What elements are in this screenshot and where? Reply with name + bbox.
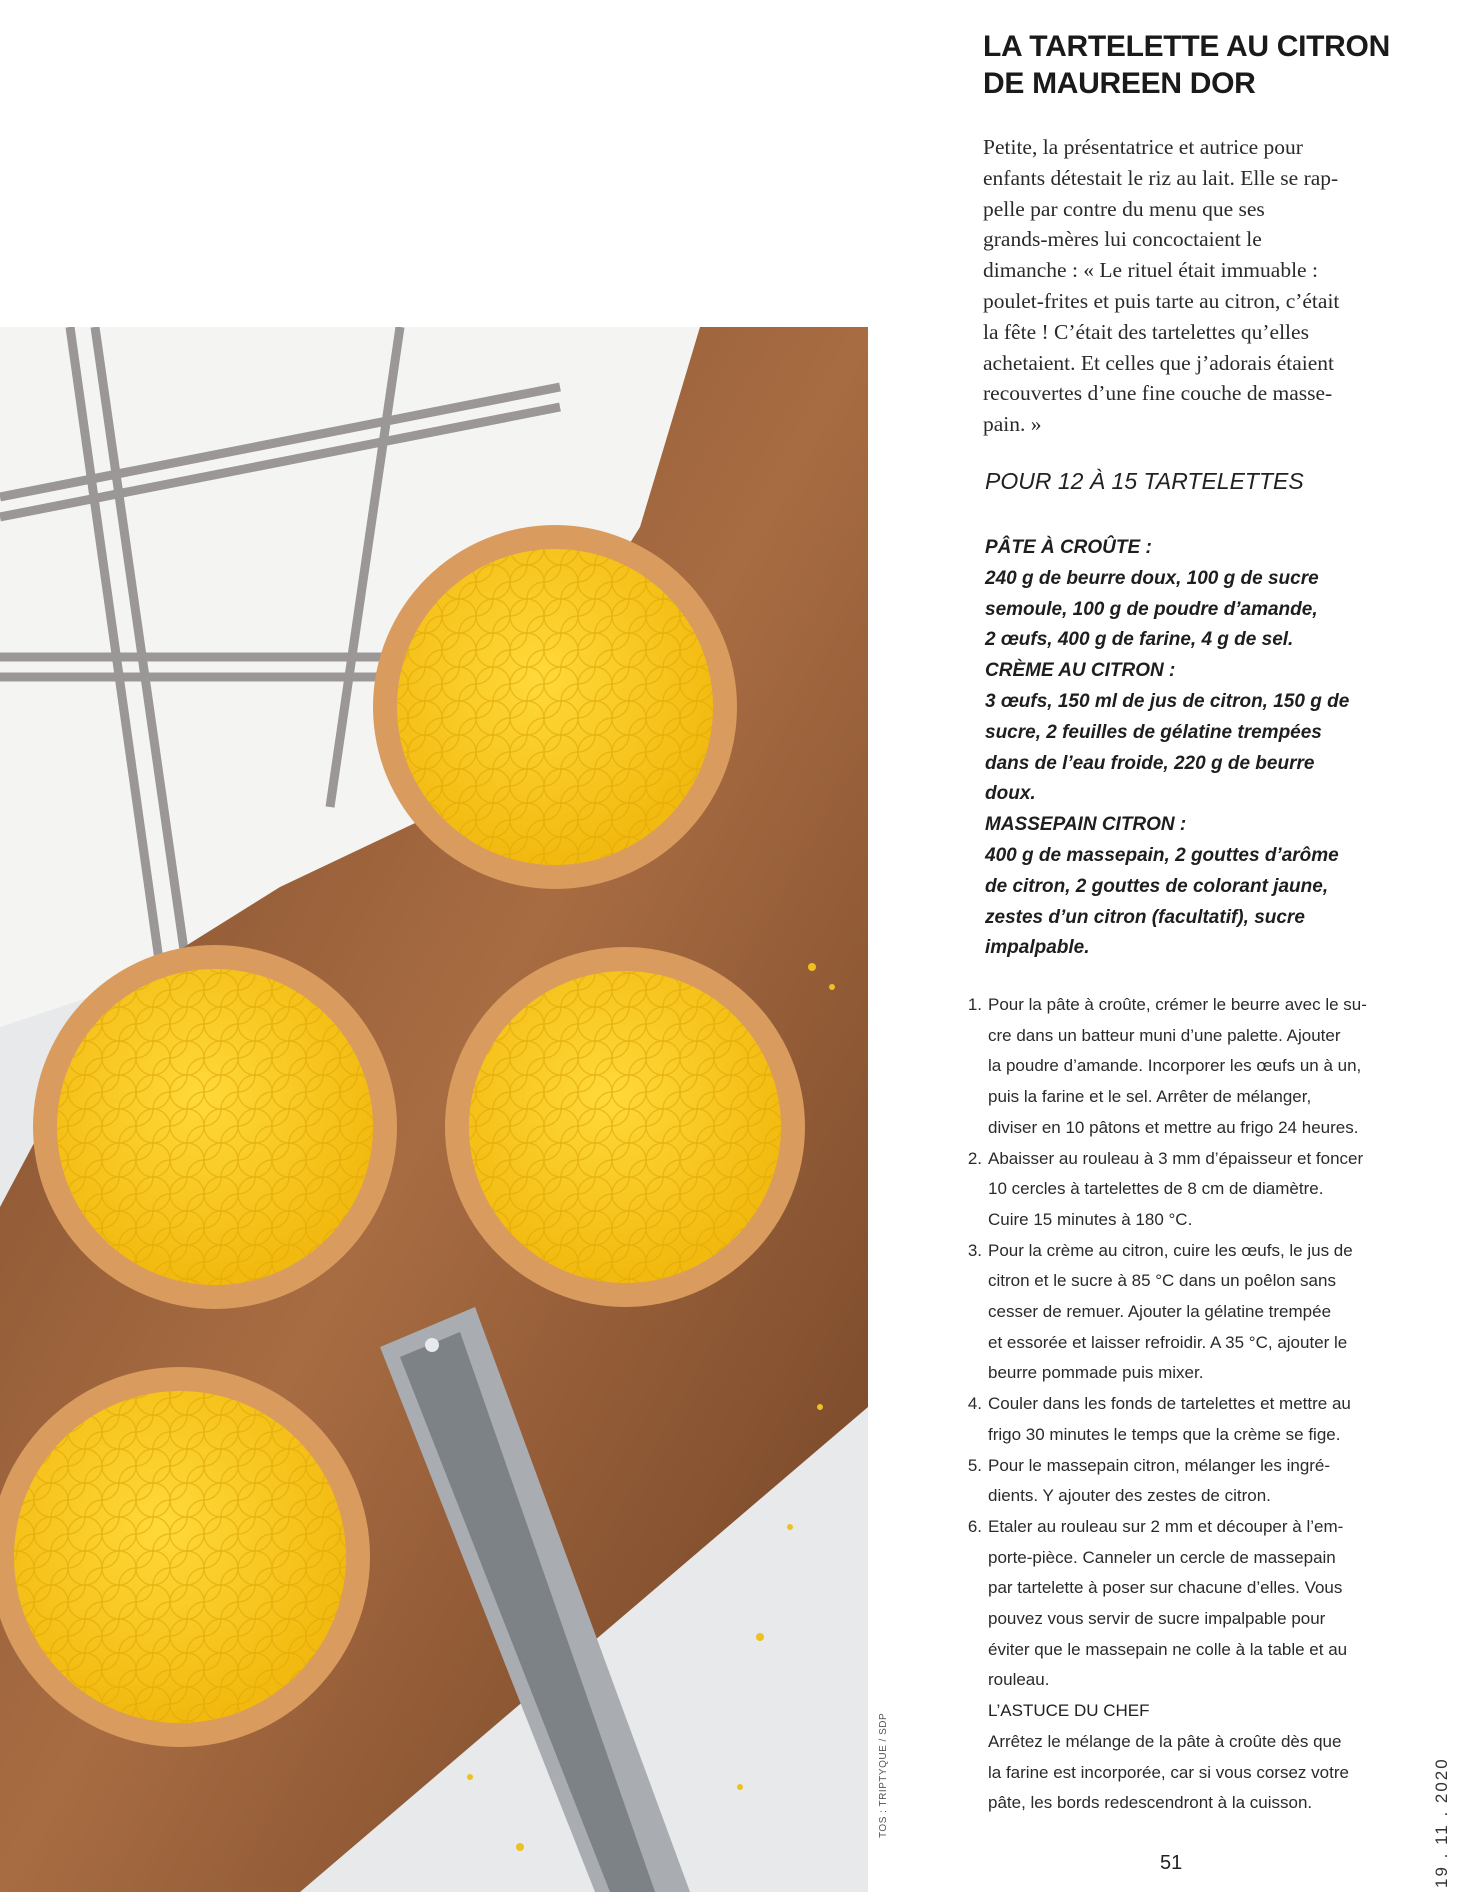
chef-tip-line: la farine est incorporée, car si vous corsez votre — [988, 1762, 1349, 1782]
step-number: 4. — [967, 1394, 982, 1414]
step-line — [958, 1512, 1420, 1543]
recipe-yield: POUR 12 À 15 TARTELETTES — [985, 468, 1304, 494]
step-number: 5. — [967, 1455, 982, 1475]
chef-tip-line: Arrêtez le mélange de la pâte à croûte dès que — [988, 1731, 1342, 1751]
step-line: frigo 30 minutes le temps que la crème se fige. — [988, 1424, 1341, 1444]
chef-tip-title: L’ASTUCE DU CHEF — [988, 1701, 1150, 1721]
step-3 — [958, 1236, 1420, 1390]
intro-line: Petite, la présentatrice et autrice pour — [983, 135, 1303, 159]
tartelette-1 — [373, 525, 737, 889]
tartelette-4 — [0, 1367, 370, 1747]
ingredients-list — [985, 533, 1415, 964]
issue-date: 19 . 11 . 2020 — [1432, 1757, 1451, 1888]
step-text: Etaler au rouleau sur 2 mm et découper à l’em- — [988, 1516, 1344, 1536]
step-line: Cuire 15 minutes à 180 °C. — [988, 1209, 1193, 1229]
ingredient-line: 3 œufs, 150 ml de jus de citron, 150 g de — [985, 690, 1350, 712]
ingredient-line: 400 g de massepain, 2 gouttes d’arôme — [985, 844, 1339, 866]
intro-line: enfants détestait le riz au lait. Elle se rap- — [983, 165, 1339, 190]
step-text: Couler dans les fonds de tartelettes et mettre au — [988, 1394, 1351, 1414]
chef-tip-line: pâte, les bords redescendront à la cuisson. — [988, 1793, 1313, 1813]
intro-line: grands-mères lui concoctaient le — [983, 227, 1262, 252]
step-number: 2. — [967, 1148, 982, 1168]
step-text: Abaisser au rouleau à 3 mm d’épaisseur et foncer — [988, 1148, 1364, 1168]
photo-credit: TOS : TRIPTYQUE / SDP — [878, 1712, 889, 1838]
ingredient-line: 240 g de beurre doux, 100 g de sucre — [985, 567, 1319, 589]
step-line: cre dans un batteur muni d’une palette. Ajouter — [988, 1025, 1341, 1045]
step-line: puis la farine et le sel. Arrêter de mélanger, — [988, 1087, 1312, 1107]
ingredient-line: impalpable. — [985, 937, 1090, 959]
step-line — [958, 1236, 1420, 1267]
step-line — [958, 1144, 1420, 1175]
step-line: beurre pommade puis mixer. — [988, 1363, 1204, 1383]
step-4 — [958, 1389, 1420, 1450]
ingredient-line: semoule, 100 g de poudre d’amande, — [985, 598, 1318, 620]
recipe-steps — [958, 990, 1420, 1819]
step-line: pouvez vous servir de sucre impalpable pour — [988, 1609, 1326, 1629]
tartelette-3 — [445, 947, 805, 1307]
title-line: DE MAUREEN DOR — [983, 67, 1256, 100]
intro-line: achetaient. Et celles que j’adorais étaient — [983, 350, 1334, 375]
step-text: Pour la pâte à croûte, crémer le beurre avec le su- — [988, 995, 1367, 1014]
ingredient-line: de citron, 2 gouttes de colorant jaune, — [985, 875, 1329, 897]
ingredient-line: dans de l’eau froide, 220 g de beurre — [985, 752, 1315, 774]
step-line — [958, 990, 1420, 1021]
ingredient-line: zestes d’un citron (facultatif), sucre — [985, 906, 1305, 928]
step-number: 3. — [967, 1240, 982, 1260]
step-number: 6. — [967, 1516, 982, 1536]
step-line — [958, 1389, 1420, 1420]
step-line: et essorée et laisser refroidir. A 35 °C, ajouter le — [988, 1332, 1348, 1352]
ingredient-line: 2 œufs, 400 g de farine, 4 g de sel. — [985, 629, 1294, 651]
intro-paragraph — [983, 132, 1423, 440]
photo-illustration — [0, 327, 868, 1892]
ingredient-heading: CRÈME AU CITRON : — [985, 660, 1176, 682]
title-line: LA TARTELETTE AU CITRON — [983, 30, 1390, 63]
intro-line: la fête ! C’était des tartelettes qu’elles — [983, 319, 1309, 344]
step-2 — [958, 1144, 1420, 1236]
page-number: 51 — [1160, 1852, 1183, 1874]
step-text: Pour le massepain citron, mélanger les ingré- — [988, 1455, 1331, 1475]
tartelettes-photo — [0, 327, 868, 1892]
ingredient-heading: MASSEPAIN CITRON : — [985, 814, 1187, 836]
step-1 — [958, 990, 1420, 1144]
step-line: diviser en 10 pâtons et mettre au frigo 24 heures. — [988, 1117, 1359, 1137]
tartelette-2 — [33, 945, 397, 1309]
step-line: porte-pièce. Canneler un cercle de massepain — [988, 1547, 1336, 1567]
step-line: citron et le sucre à 85 °C dans un poêlon sans — [988, 1271, 1336, 1291]
step-5 — [958, 1451, 1420, 1512]
ingredient-heading: PÂTE À CROÛTE : — [985, 537, 1152, 558]
article-title — [983, 28, 1423, 102]
step-number: 1. — [967, 995, 982, 1014]
step-line: par tartelette à poser sur chacune d’elles. Vous — [988, 1578, 1343, 1598]
step-line: cesser de remuer. Ajouter la gélatine trempée — [988, 1302, 1332, 1322]
step-line: dients. Y ajouter des zestes de citron. — [988, 1486, 1271, 1506]
intro-line: poulet-frites et puis tarte au citron, c’était — [983, 288, 1340, 313]
step-line: la poudre d’amande. Incorporer les œufs un à un, — [988, 1056, 1362, 1076]
intro-line: recouvertes d’une fine couche de masse- — [983, 381, 1333, 406]
step-text: Pour la crème au citron, cuire les œufs, le jus de — [988, 1240, 1353, 1260]
step-line: rouleau. — [988, 1670, 1050, 1690]
step-line — [958, 1451, 1420, 1482]
step-6 — [958, 1512, 1420, 1696]
intro-line: pain. » — [983, 412, 1042, 437]
step-line: 10 cercles à tartelettes de 8 cm de diamètre. — [988, 1179, 1324, 1199]
intro-line: dimanche : « Le rituel était immuable : — [983, 258, 1318, 283]
ingredient-line: sucre, 2 feuilles de gélatine trempées — [985, 721, 1322, 743]
ingredient-line: doux. — [985, 783, 1036, 805]
intro-line: pelle par contre du menu que ses — [983, 196, 1265, 221]
step-line: éviter que le massepain ne colle à la table et au — [988, 1639, 1348, 1659]
